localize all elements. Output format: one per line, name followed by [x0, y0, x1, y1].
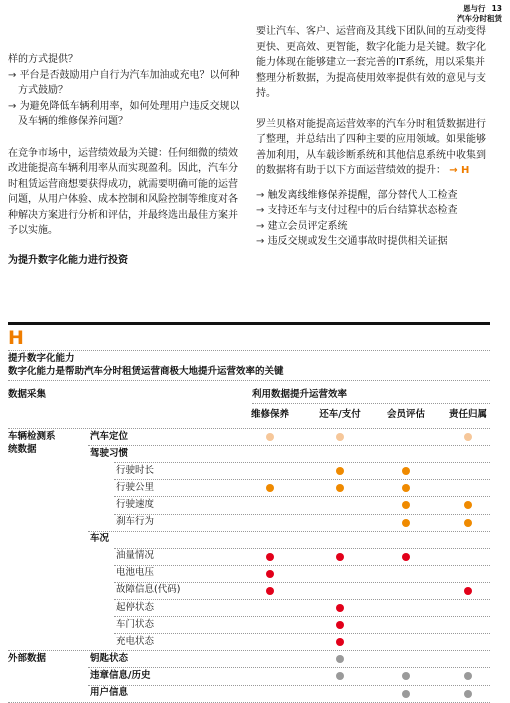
page-number: 13 — [491, 4, 502, 13]
row-divider — [114, 496, 490, 497]
row-divider — [114, 599, 490, 600]
indicator-dot-orange — [336, 467, 344, 475]
bullet-text: 建立会员评定系统 — [267, 220, 348, 232]
divider — [8, 350, 490, 351]
left-paragraph: 在竞争市场中，运营绩效最为关键：任何细微的绩效改进能提高车辆利用率从而实现盈利。因此，汽车分时租赁运营商想要获得成功，就需要明确可能的运营问题，从用户体验、成本控制和风险控制等维度对各种解决方案进行分析和评估，并最终选出最佳方案并予以实施。 — [8, 147, 238, 236]
indicator-dot-grey — [464, 672, 472, 680]
column-label: 还车/支付 — [319, 409, 361, 420]
indicator-dot-red — [266, 587, 274, 595]
row-label: 油量情况 — [116, 550, 155, 562]
column-header-use: 利用数据提升运营效率 — [252, 389, 348, 400]
question-text: 平台是否鼓励用户自行为汽车加油或充电？以何种方式鼓励？ — [18, 69, 240, 96]
indicator-dot-red — [464, 587, 472, 595]
question-item — [8, 99, 242, 130]
indicator-dot-red — [336, 604, 344, 612]
row-label: 车门状态 — [116, 618, 155, 630]
arrow-icon: → — [8, 100, 20, 112]
indicator-dot-red — [336, 621, 344, 629]
row-label: 行驶时长 — [116, 464, 155, 476]
column-header-data: 数据采集 — [8, 389, 47, 400]
indicator-dot-grey — [402, 690, 410, 698]
figure-letter: H — [8, 327, 24, 349]
indicator-dot-red — [266, 570, 274, 578]
indicator-dot-orange — [402, 519, 410, 527]
indicator-dot-grey — [464, 690, 472, 698]
bullet-text: 触发离线维修保养提醒，部分替代人工检查 — [267, 189, 458, 201]
row-divider — [8, 702, 490, 703]
question-item — [8, 52, 242, 68]
row-label: 行驶速度 — [116, 498, 155, 510]
left-column — [8, 52, 242, 268]
row-label: 违章信息/历史 — [90, 669, 151, 681]
row-label: 电池电压 — [116, 567, 155, 579]
left-question-list — [8, 52, 242, 130]
indicator-dot-grey — [402, 672, 410, 680]
row-divider — [114, 565, 490, 566]
figure-ref-link[interactable]: → H — [449, 165, 470, 176]
figure-title: 提升数字化能力 — [8, 353, 75, 364]
row-label: 车况 — [90, 533, 110, 545]
indicator-dot-orange — [464, 519, 472, 527]
indicator-dot-grey — [336, 672, 344, 680]
arrow-icon: → — [256, 220, 268, 232]
row-label: 故障信息(代码) — [116, 584, 181, 596]
row-label: 用户信息 — [90, 687, 129, 698]
column-label: 维修保养 — [250, 409, 289, 420]
indicator-dot-light — [464, 433, 472, 441]
row-label: 充电状态 — [116, 635, 155, 647]
row-label: 汽车定位 — [90, 430, 129, 442]
left-heading: 为提升数字化能力进行投资 — [8, 254, 128, 266]
bullet-text: 违反交规或发生交通事故时提供相关证据 — [267, 236, 448, 247]
group-label: 车辆检测系 — [8, 430, 56, 442]
section-subtitle: 汽车分时租赁 — [457, 14, 502, 23]
indicator-dot-red — [402, 553, 410, 561]
indicator-dot-light — [266, 433, 274, 441]
arrow-icon: → — [256, 205, 268, 216]
row-label: 刹车行为 — [116, 516, 155, 527]
indicator-dot-red — [266, 553, 274, 561]
row-label: 驾驶习惯 — [90, 447, 129, 459]
indicator-dot-orange — [266, 484, 274, 492]
row-divider — [88, 445, 490, 446]
figure-subtitle: 数字化能力是帮助汽车分时租赁运营商极大地提升运营效率的关键 — [8, 366, 284, 377]
right-bullet-list — [256, 188, 492, 250]
indicator-dot-orange — [402, 484, 410, 492]
indicator-dot-orange — [336, 484, 344, 492]
indicator-dot-light — [336, 433, 344, 441]
row-divider — [114, 582, 490, 583]
row-divider — [88, 685, 490, 686]
indicator-dot-orange — [402, 467, 410, 475]
row-label: 钥匙状态 — [90, 652, 129, 664]
indicator-dot-grey — [336, 655, 344, 663]
page-header — [457, 4, 502, 24]
indicator-dot-orange — [402, 501, 410, 509]
arrow-icon: → — [8, 69, 20, 81]
right-paragraph-2: 罗兰贝格对能提高运营效率的汽车分时租赁数据进行了整理，并总结出了四种主要的应用领域。如果能够善加利用，从车载诊断系统和其他信息系统中收集到的数据将有助于以下方面运营绩效的提升： → H — [256, 118, 486, 176]
row-divider — [88, 667, 490, 668]
right-paragraph-1: 要让汽车、客户、运营商及其线下团队间的互动变得更快、更高效、更智能，数字化能力是关键。数字化能力体现在能够建立一套完善的IT系统，用以采集并整理分析数据，为提高使用效率提供有效的意见与支持。 — [256, 26, 486, 99]
bullet-item — [256, 219, 492, 235]
row-divider — [8, 650, 490, 651]
divider — [252, 403, 490, 404]
arrow-icon: → — [256, 236, 268, 247]
arrow-icon: → — [256, 189, 268, 201]
question-text: 为避免降低车辆利用率，如何处理用户违反交规以及车辆的维修保养问题？ — [18, 100, 240, 127]
row-divider — [114, 514, 490, 515]
row-label: 起停状态 — [116, 601, 155, 613]
row-divider — [8, 428, 490, 429]
bullet-text: 支持还车与支付过程中的后台结算状态检查 — [267, 205, 458, 216]
row-divider — [114, 479, 490, 480]
indicator-dot-orange — [464, 501, 472, 509]
row-divider — [114, 616, 490, 617]
section-title: 恩与行 — [463, 4, 486, 13]
question-text: 样的方式提供？ — [8, 54, 78, 65]
bullet-item — [256, 203, 492, 219]
row-divider — [114, 548, 490, 549]
question-item — [8, 68, 242, 99]
bullet-item — [256, 188, 492, 204]
row-divider — [88, 531, 490, 532]
bullet-item — [256, 234, 492, 250]
column-label: 会员评估 — [386, 409, 425, 420]
figure-top-rule — [8, 322, 490, 325]
row-divider — [114, 633, 490, 634]
row-label: 行驶公里 — [116, 481, 155, 493]
divider — [8, 380, 490, 381]
column-label: 责任归属 — [448, 409, 487, 420]
indicator-dot-red — [336, 638, 344, 646]
right-column — [256, 24, 492, 250]
group-label: 外部数据 — [8, 652, 47, 664]
group-label: 统数据 — [8, 443, 37, 455]
indicator-dot-red — [336, 553, 344, 561]
row-divider — [114, 462, 490, 463]
